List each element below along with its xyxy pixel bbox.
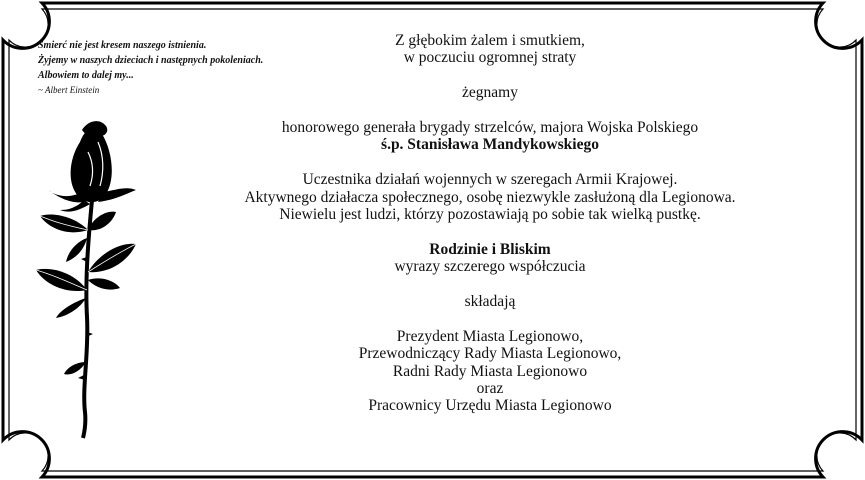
description-line-1: Uczestnika działań wojennych w szeregach Armii Krajowej. [302,171,678,189]
deceased-name: ś.p. Stanisława Mandykowskiego [381,136,599,154]
farewell-line: żegnamy [462,84,518,102]
condolences-line: wyrazy szczerego współczucia [394,258,586,276]
description-line-3: Niewielu jest ludzi, którzy pozostawiają po sobie tak wielką pustkę. [279,206,701,224]
rank-line: honorowego generała brygady strzelców, majora Wojska Polskiego [281,119,699,136]
black-rose-icon [30,112,150,442]
quote-line-3: Albowiem to dalej my... [38,70,134,81]
quote-line-1: Śmierć nie jest kresem naszego istnienia. [38,40,207,51]
condolence-text [190,32,790,415]
offered-by-line: składają [464,293,516,311]
signatory-line-1: Prezydent Miasta Legionowo, [396,327,584,345]
family-line: Rodzinie i Bliskim [429,240,551,258]
signatory-line-2: Przewodniczący Rady Miasta Legionowo, [358,345,622,363]
quote-line-2: Żyjemy w naszych dzieciach i następnych pokoleniach. [38,55,264,66]
signatory-line-3: Radni Rady Miasta Legionowo [392,362,588,380]
conjunction-line: oraz [476,380,504,398]
quote-author: ~ Albert Einstein [38,85,100,95]
intro-line-1: Z głębokim żalem i smutkiem, [395,32,585,49]
description-line-2: Aktywnego działacza społecznego, osobę niezwykle zasłużoną dla Legionowa. [244,188,736,206]
signatory-line-4: Pracownicy Urzędu Miasta Legionowo [368,397,612,415]
intro-line-2: w poczuciu ogromnej straty [403,49,577,67]
